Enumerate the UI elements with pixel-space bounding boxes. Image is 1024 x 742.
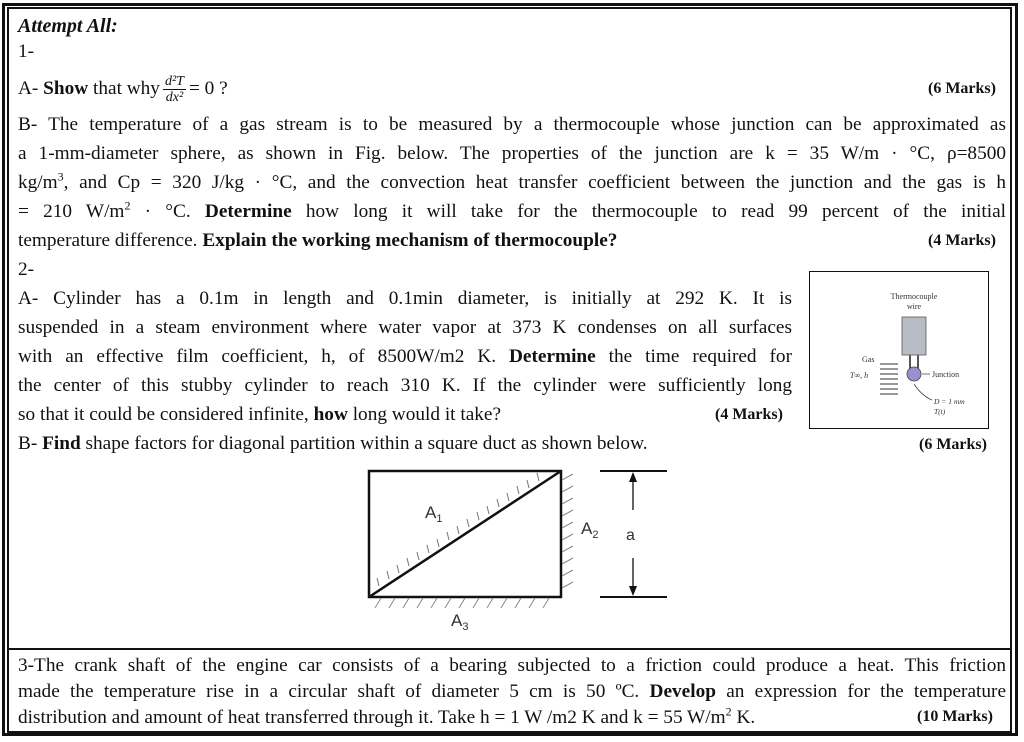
q1b-line5: temperature difference. Explain the working mechanism of thermocouple? <box>18 230 618 251</box>
q3-marks: (10 Marks) <box>917 708 993 725</box>
square-duct-diagram <box>355 460 675 635</box>
q3-line2: made the temperature rise in a circular shaft of diameter 5 cm is 50 ºC. Develop an expression for the temperature <box>18 681 1006 702</box>
heading: Attempt All: <box>18 15 118 37</box>
label-a1: $A_1$ <box>425 503 443 525</box>
thermocouple-figure <box>809 271 989 429</box>
right-wall-hatching <box>562 474 573 588</box>
q2a-line4: the center of this stubby cylinder to reach 310 K. If the cylinder were sufficiently long <box>18 375 792 396</box>
q1b-line1: B- The temperature of a gas stream is to be measured by a thermocouple whose junction can be approximated as <box>18 114 1006 135</box>
q1b-line3: $kg/m^3$, and Cp = 320 J/kg · °C, and the convection heat transfer coefficient between the junction and the gas is h <box>18 169 1006 193</box>
q2a-line2: suspended in a steam environment where water vapor at 373 K condenses on all surfaces <box>18 317 792 338</box>
q1a-marks: (6 Marks) <box>928 80 996 97</box>
q2a-line1: A- Cylinder has a 0.1m in length and 0.1min diameter, is initially at 292 K. It is <box>18 288 792 309</box>
label-a3: $A_3$ <box>451 611 469 633</box>
q3-line3: distribution and amount of heat transferred through it. Take h = 1 W /m2 K and k = 55 $W/m^2$ K. <box>18 704 756 728</box>
q1b-marks: (4 Marks) <box>928 232 996 249</box>
fig-gas: Gas <box>862 355 875 364</box>
q1b-line4: = 210 $W/m^2 \cdot ^\circ C$. Determine how long it will take for the thermocouple to read 99 percent of the initial <box>18 198 1006 222</box>
q2a-line3: with an effective film coefficient, h, of 8500W/m2 K. Determine the time required for <box>18 346 792 367</box>
fig-title2: wire <box>906 302 922 311</box>
q3-line1: 3-The crank shaft of the engine car consists of a bearing subjected to a friction could produce a heat. This friction <box>18 655 1006 676</box>
fig-diameter: D = 1 mm <box>934 397 965 406</box>
fig-title1: Thermocouple <box>890 292 938 301</box>
label-dim-a: a <box>626 527 635 544</box>
fig-temp: T(t) <box>934 407 946 416</box>
q2a-marks: (4 Marks) <box>715 406 783 423</box>
q1a-text: A- Show that why $\frac{\text{d²T}}{\text{dx²}}$ = 0 ? <box>18 74 228 106</box>
fig-gas-sub: T∞, h <box>850 371 869 380</box>
q1b-line2: a 1-mm-diameter sphere, as shown in Fig. below. The properties of the junction are k = 35 W/m · °C, ρ=8500 <box>18 143 1006 164</box>
question-2-number: 2- <box>18 259 35 280</box>
label-a2: $A_2$ <box>581 519 599 541</box>
question-1-number: 1- <box>18 41 35 62</box>
d2t-dx2-fraction: $\frac{\text{d²T}}{\text{dx²}}$ <box>164 74 184 106</box>
partition-hatching <box>377 473 539 586</box>
bottom-wall-hatching <box>375 598 549 608</box>
q2a-line5: so that it could be considered infinite, how long would it take? <box>18 404 502 425</box>
q2b-text: B- Find shape factors for diagonal partition within a square duct as shown below. <box>18 433 648 454</box>
section-divider <box>9 648 1010 650</box>
fig-junction: Junction <box>932 370 960 379</box>
thermocouple-diagram <box>810 272 988 428</box>
q2b-marks: (6 Marks) <box>919 436 987 453</box>
